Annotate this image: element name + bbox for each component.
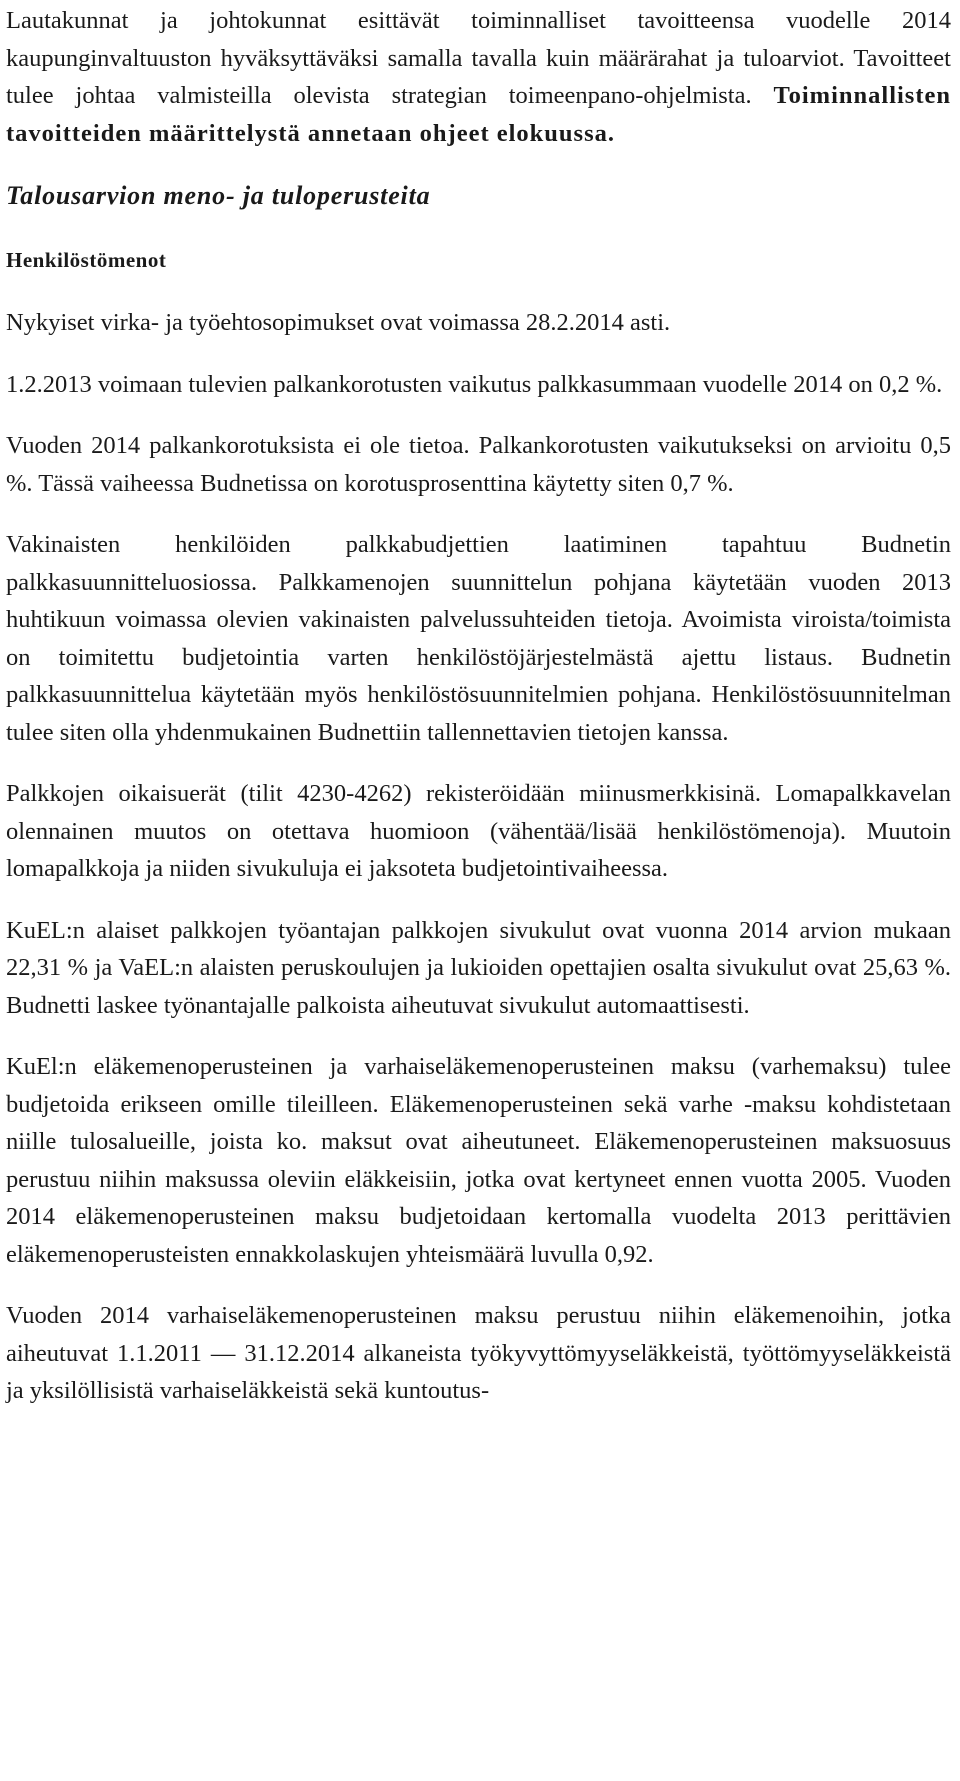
section-heading: Talousarvion meno- ja tuloperusteita — [6, 181, 431, 210]
paragraph: 1.2.2013 voimaan tulevien palkankorotusten vaikutus palkkasummaan vuodelle 2014 on 0,2 %. — [6, 370, 943, 398]
paragraph: Palkkojen oikaisuerät (tilit 4230-4262) rekisteröidään miinusmerkkisinä. Lomapalkkavelan olennainen muutos on otettava huomioon (vähentää/lisää henkilöstömenoja). Muutoin lomapalkkoja ja niiden sivukuluja ei jaksoteta budjetointivaiheessa. — [6, 780, 951, 882]
paragraph: Vuoden 2014 varhaiseläkemenoperusteinen maksu perustuu niihin eläkemenoihin, jotka aiheutuvat 1.1.2011 — 31.12.2014 alkaneista työkyvyttömyyseläkkeistä, työttömyyseläkkeistä ja yksilöllisistä varhaiseläkkeistä sekä kuntoutus- — [6, 1302, 951, 1404]
paragraph: Vakinaisten henkilöiden palkkabudjettien laatiminen tapahtuu Budnetin palkkasuunnitteluosiossa. Palkkamenojen suunnittelun pohjana käytetään vuoden 2013 huhtikuun voimassa olevien vakinaisten palvelussuhteiden tietoja. Avoimista viroista/toimista on toimitettu budjetointia varten henkilöstöjärjestelmästä ajettu listaus. Budnetin palkkasuunnittelua käytetään myös henkilöstösuunnitelmien pohjana. Henkilöstösuunnitelman tulee siten olla yhdenmukainen Budnettiin tallennettavien tietojen kanssa. — [6, 531, 951, 746]
paragraph: KuEL:n alaiset palkkojen työantajan palkkojen sivukulut ovat vuonna 2014 arvion mukaan 22,31 % ja VaEL:n alaisten peruskoulujen ja lukioiden opettajien osalta sivukulut ovat 25,63 %. Budnetti laskee työnantajalle palkoista aiheutuvat sivukulut automaattisesti. — [6, 916, 951, 1019]
intro-bold-text: Toiminnallisten tavoitteiden määrittelystä annetaan ohjeet elokuussa. — [6, 82, 951, 147]
intro-paragraph — [6, 2, 951, 152]
paragraph: KuEl:n eläkemenoperusteinen ja varhaiseläkemenoperusteinen maksu (varhemaksu) tulee budjetoida erikseen omille tileilleen. Eläkemenoperusteinen sekä varhe -maksu kohdistetaan niille tulosalueille, joista ko. maksut ovat aiheutuneet. Eläkemenoperusteinen maksuosuus perustuu niihin maksussa oleviin eläkkeisiin, jotka ovat kertyneet ennen vuotta 2005. Vuoden 2014 eläkemenoperusteinen maksu budjetoidaan kertomalla vuodelta 2013 perittävien eläkemenoperusteisten ennakkolaskujen yhteismäärä luvulla 0,92. — [6, 1053, 951, 1268]
intro-text: Lautakunnat ja johtokunnat esittävät toiminnalliset tavoitteensa vuodelle 2014 kaupunginvaltuuston hyväksyttäväksi samalla tavalla kuin määrärahat ja tuloarviot. Tavoitteet tulee johtaa valmisteilla olevista strategian toimeenpano-ohjelmista. — [6, 7, 951, 109]
document-page — [6, 2, 951, 1410]
paragraph: Vuoden 2014 palkankorotuksista ei ole tietoa. Palkankorotusten vaikutukseksi on arvioitu 0,5 %. Tässä vaiheessa Budnetissa on korotusprosenttina käytetty siten 0,7 %. — [6, 432, 951, 497]
sub-heading: Henkilöstömenot — [6, 248, 167, 272]
paragraph: Nykyiset virka- ja työehtosopimukset ovat voimassa 28.2.2014 asti. — [6, 309, 671, 336]
